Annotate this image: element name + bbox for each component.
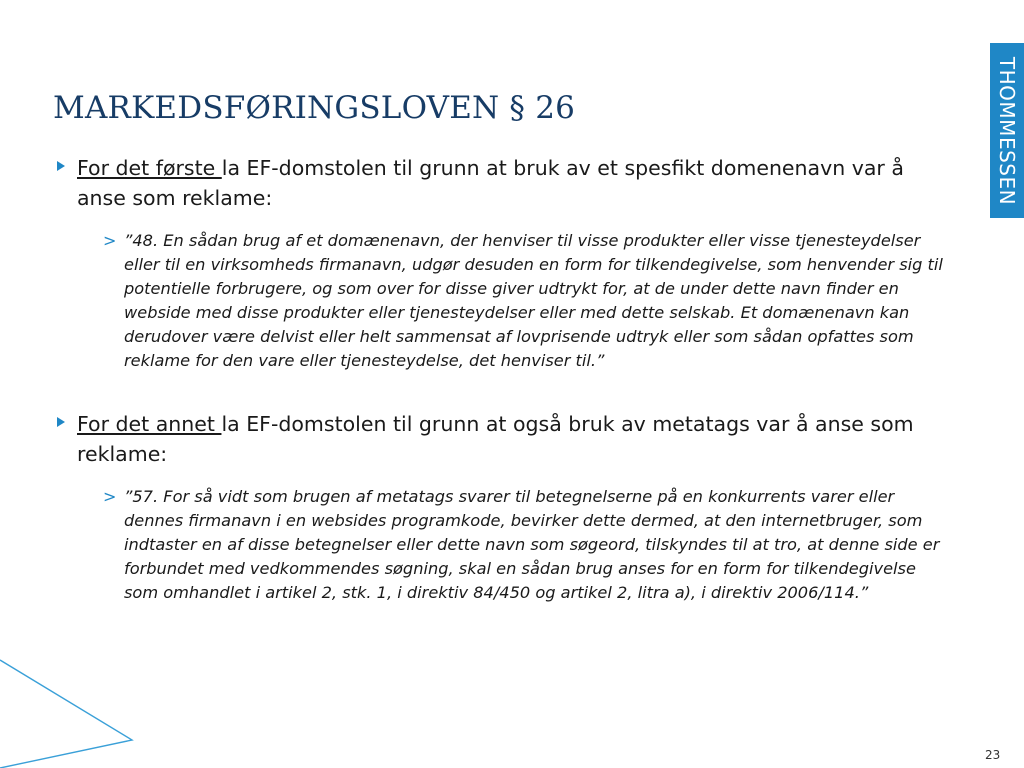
quote-text: ”57. For så vidt som brugen af metatags svarer til betegnelserne på en konkurrents varer eller dennes firmanavn i en websides programkode, bevirker dette dermed, at den internetbruger, som indtaster en af disse betegnelser eller dette navn som søgeord, tilskyndes til at tro, at denne side er forbundet med vedkommendes søgning, skal en sådan brug anses for en form for tilkendegivelse som omhandlet i artikel 2, stk. 1, i direktiv 84/450 og artikel 2, litra a), i direktiv 2006/114.” [124,487,940,602]
page-number: 23 [985,748,1001,762]
bullet-rest-text: la EF-domstolen til grunn at også bruk av metatags var å anse som reklame: [77,412,914,466]
thommessen-logo [990,43,1024,218]
bullet-item-1 [57,153,957,213]
bullet-text [77,153,957,213]
bullet-rest-text: la EF-domstolen til grunn at bruk av et spesfikt domenenavn var å anse som reklame: [77,156,904,210]
chevron-right-icon: > [103,487,117,506]
quote-item-1 [103,229,953,373]
bullet-item-2 [57,409,957,469]
slide-title: MARKEDSFØRINGSLOVEN § 26 [53,90,576,126]
quote-text: ”48. En sådan brug af et domænenavn, der henviser til visse produkter eller visse tjenesteydelser eller til en virksomheds firmanavn, udgør desuden en form for tilkendegivelse, som henvender sig til potentielle forbrugere, og som over for disse giver udtrykt for, at de under dette navn finder en webside med disse produkter eller tjenesteydelser eller med dette selskab. Et domænenavn kan derudover være delvist eller helt sammensat af lovprisende udtryk eller som sådan opfattes som reklame for den vare eller tjenesteydelse, det henviser til.” [124,231,943,370]
triangle-bullet-icon [57,417,65,427]
logo-text: THOMMESSEN [995,56,1020,205]
decorative-lines [0,640,140,768]
triangle-bullet-icon [57,161,65,171]
chevron-right-icon: > [103,231,117,250]
bullet-underlined-lead: For det første [77,156,222,180]
decorative-chevron-line [0,660,132,768]
bullet-text [77,409,957,469]
quote-item-2 [103,485,953,605]
bullet-underlined-lead: For det annet [77,412,222,436]
